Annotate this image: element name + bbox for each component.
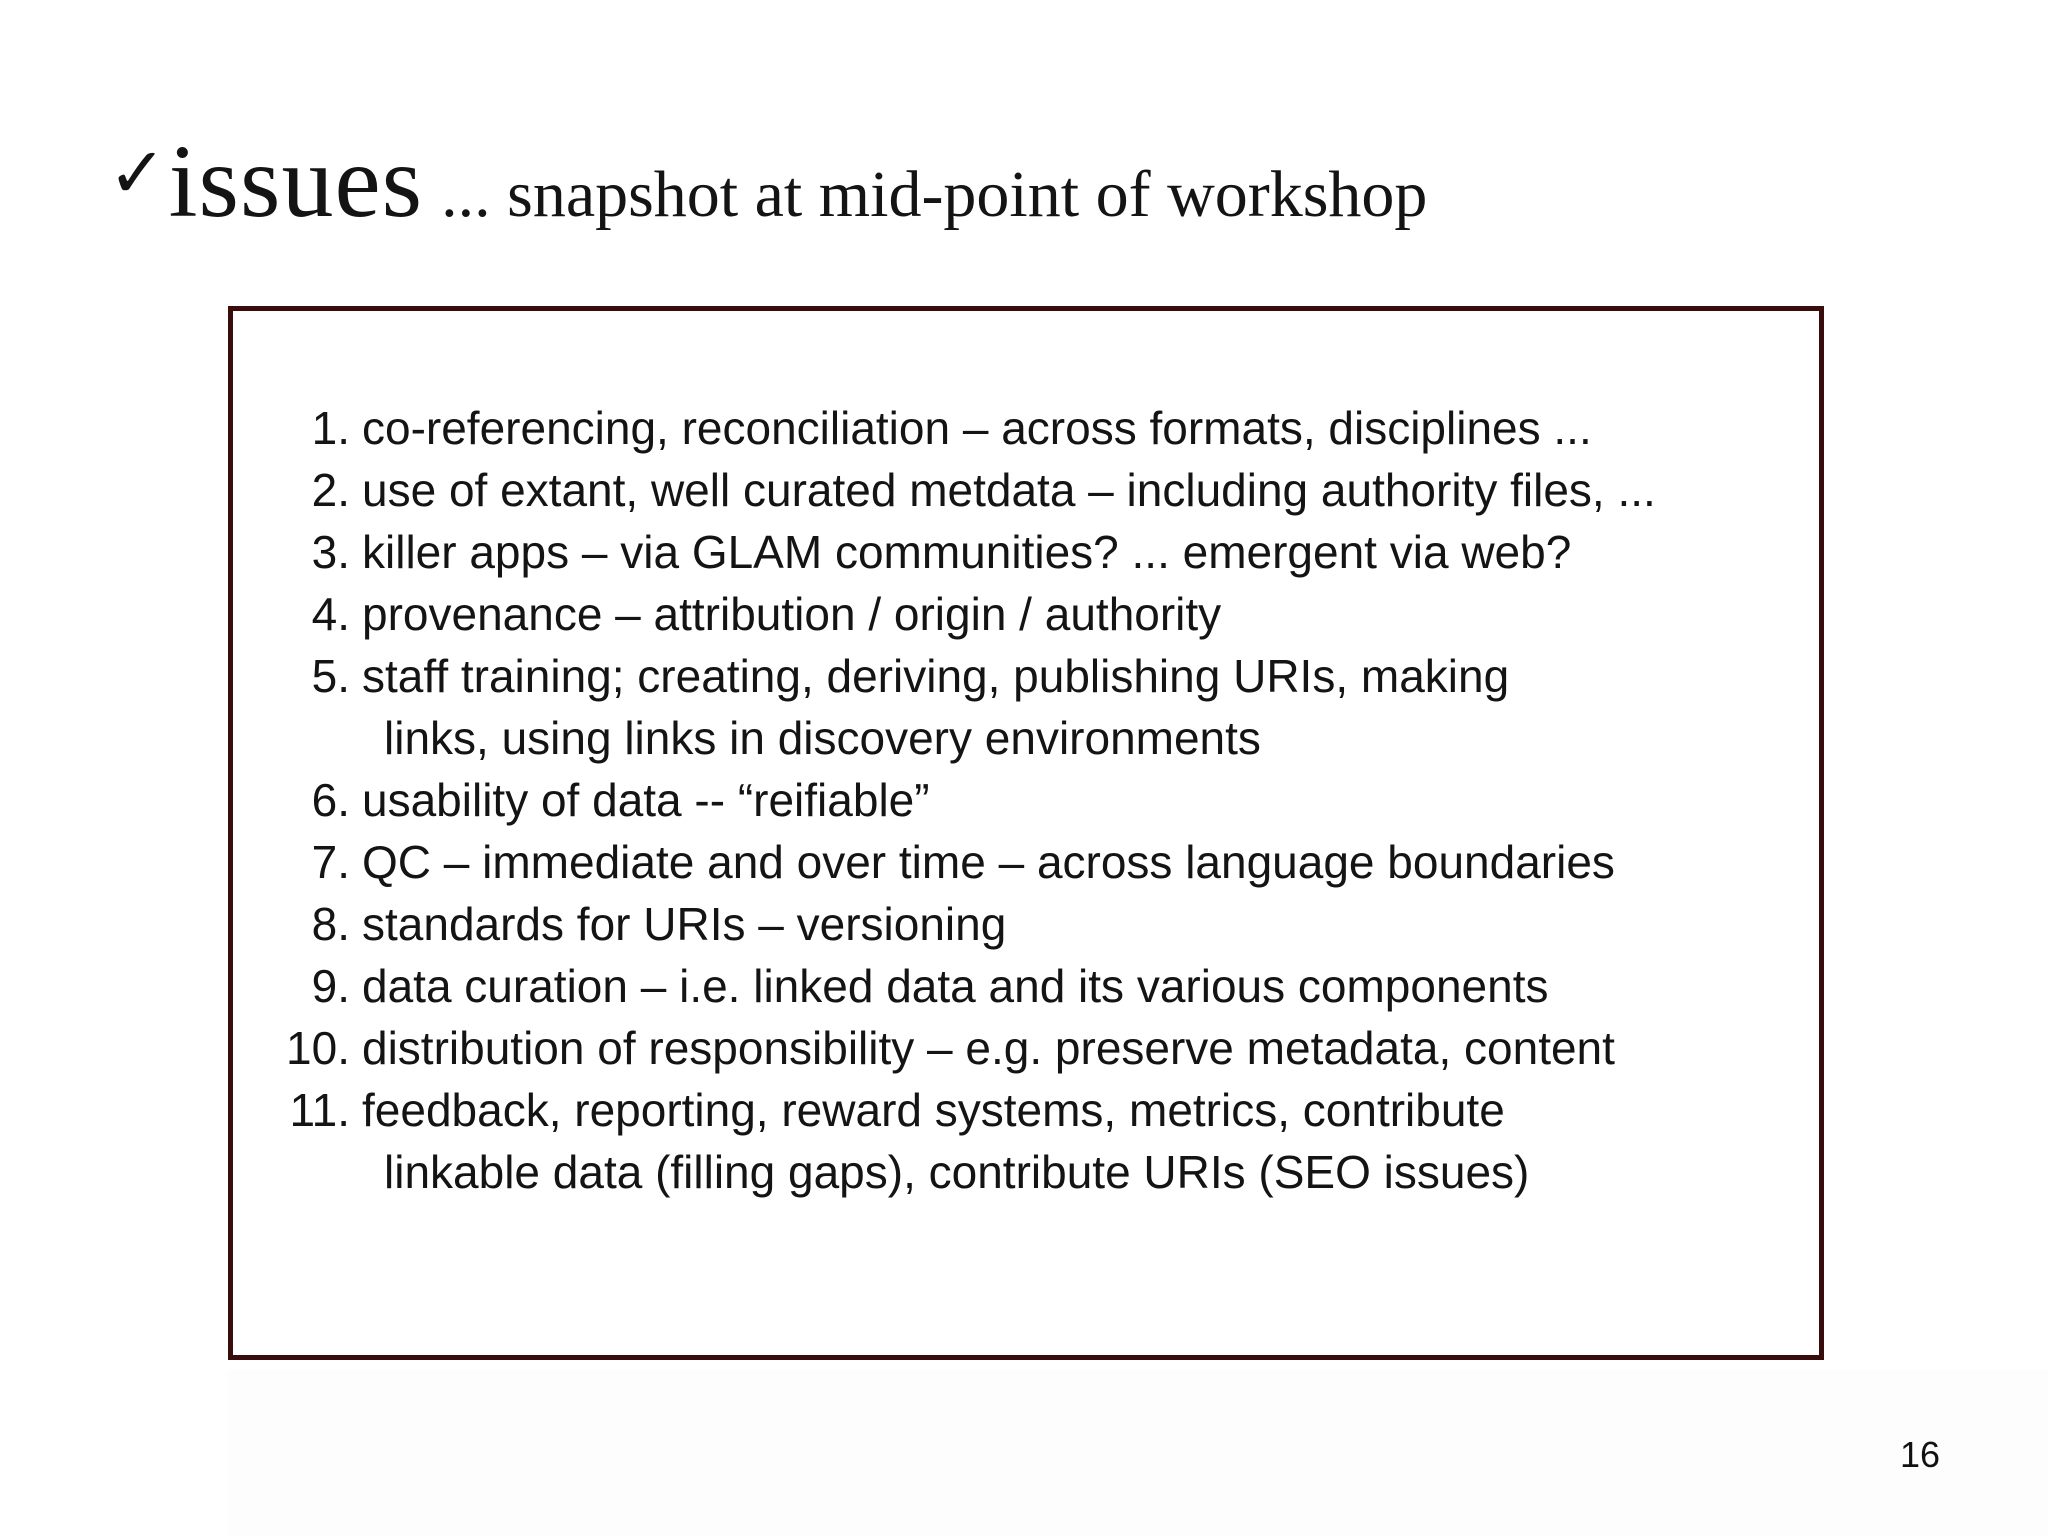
issue-continuation-line: links, using links in discovery environments (384, 712, 1261, 764)
issue-text (362, 521, 1571, 583)
issue-line: usability of data -- “reifiable” (362, 774, 930, 826)
issue-text (362, 459, 1656, 521)
title-main-word: issues (168, 124, 424, 239)
page-number: 16 (1900, 1434, 1941, 1475)
issue-text (362, 397, 1592, 459)
issue-number: 10. (286, 1022, 350, 1074)
issue-number: 4. (311, 588, 350, 640)
issue-text (362, 1079, 1529, 1203)
issue-item (265, 893, 1656, 955)
issue-text (362, 831, 1615, 893)
issue-line: QC – immediate and over time – across language boundaries (362, 836, 1615, 888)
issue-item (265, 521, 1656, 583)
issue-line: use of extant, well curated metdata – including authority files, ... (362, 464, 1656, 516)
issue-text (362, 893, 1006, 955)
issue-item (265, 769, 1656, 831)
issue-number: 9. (311, 960, 350, 1012)
checkmark-icon: ✓ (108, 132, 167, 214)
issue-number: 1. (311, 402, 350, 454)
issue-number: 6. (311, 774, 350, 826)
issue-line: killer apps – via GLAM communities? ... emergent via web? (362, 526, 1572, 578)
issues-list (265, 397, 1656, 1203)
issue-line: staff training; creating, deriving, publishing URIs, making (362, 650, 1510, 702)
issue-item (265, 459, 1656, 521)
issue-text (362, 769, 930, 831)
issue-text (362, 1017, 1615, 1079)
issue-text (362, 955, 1549, 1017)
slide-title (108, 124, 1428, 239)
issue-item (265, 397, 1656, 459)
issue-item (265, 1079, 1656, 1203)
issue-number: 7. (311, 836, 350, 888)
issue-item (265, 831, 1656, 893)
issues-box (228, 306, 1824, 1360)
issue-line: feedback, reporting, reward systems, metrics, contribute (362, 1084, 1505, 1136)
issue-continuation-line: linkable data (filling gaps), contribute URIs (SEO issues) (384, 1146, 1530, 1198)
issue-number: 11. (289, 1084, 350, 1136)
issue-text (362, 583, 1221, 645)
issue-item (265, 1017, 1656, 1079)
issue-line: data curation – i.e. linked data and its various components (362, 960, 1549, 1012)
issue-item (265, 955, 1656, 1017)
issue-line: standards for URIs – versioning (362, 898, 1007, 950)
issue-line: provenance – attribution / origin / authority (362, 588, 1222, 640)
issue-line: co-referencing, reconciliation – across formats, disciplines ... (362, 402, 1592, 454)
title-subtitle: ... snapshot at mid-point of workshop (441, 158, 1428, 231)
issue-line: distribution of responsibility – e.g. preserve metadata, content (362, 1022, 1615, 1074)
background-panel (228, 1370, 2048, 1536)
issue-item (265, 645, 1656, 769)
issue-item (265, 583, 1656, 645)
issue-number: 5. (311, 650, 350, 702)
issue-number: 2. (311, 464, 350, 516)
issue-number: 8. (311, 898, 350, 950)
issue-text (362, 645, 1509, 769)
issue-number: 3. (311, 526, 350, 578)
